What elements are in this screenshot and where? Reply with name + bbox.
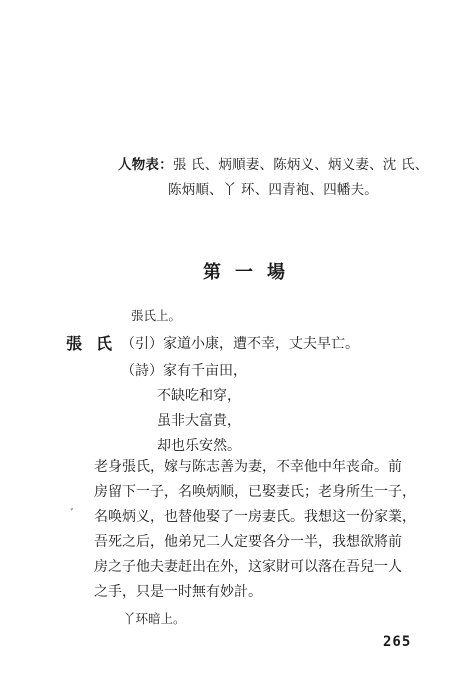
scene-title: 第一場: [203, 262, 299, 283]
speaker-name: 張氏: [66, 334, 127, 353]
monologue-line-3: 名唤炳义，也替他娶了一房妻氏。我想这一份家業，: [94, 509, 416, 525]
margin-mark: ﾞ: [70, 507, 76, 520]
monologue-line-6: 之手，只是一时無有妙計。: [94, 584, 262, 600]
poem-text-1: 家有千亩田，: [163, 363, 247, 379]
cast-list-line-2: 陈炳順、丫 环、四青袍、四幡夫。: [168, 182, 378, 198]
stage-direction-exit: 丫环暗上。: [123, 611, 186, 626]
poem-line-1: [121, 360, 247, 380]
monologue-line-5: 房之子他夫妻赶出在外，这家財可以落在吾兒一人: [94, 559, 402, 575]
stage-direction-entrance: 張氏上。: [131, 308, 182, 323]
monologue-line-2: 房留下一子，名唤炳顺，已娶妻氏；老身所生一子，: [94, 484, 416, 500]
poem-line-2: 不缺吃和穿，: [157, 388, 241, 404]
poem-line-3: 虽非大富貴，: [157, 413, 241, 429]
poem-marker: （詩）: [121, 363, 163, 379]
yin-marker: （引）: [121, 336, 163, 352]
cast-list-names-1: 張 氏、炳順妻、陈炳义、炳义妻、沈 氏、: [172, 157, 429, 173]
monologue-line-1: 老身張氏，嫁与陈志善为妻，不幸他中年丧命。前: [94, 459, 402, 475]
cast-list-line-1: [118, 153, 428, 173]
page-number: 265: [383, 634, 412, 650]
poem-line-4: 却也乐安然。: [157, 438, 241, 454]
yin-text: 家道小康，遭不幸，丈夫早亡。: [163, 336, 359, 352]
monologue-line-4: 吾死之后，他弟兄二人定要各分一半，我想欲將前: [94, 534, 402, 550]
cast-list-label: 人物表：: [118, 157, 173, 173]
yin-line: [121, 333, 359, 353]
